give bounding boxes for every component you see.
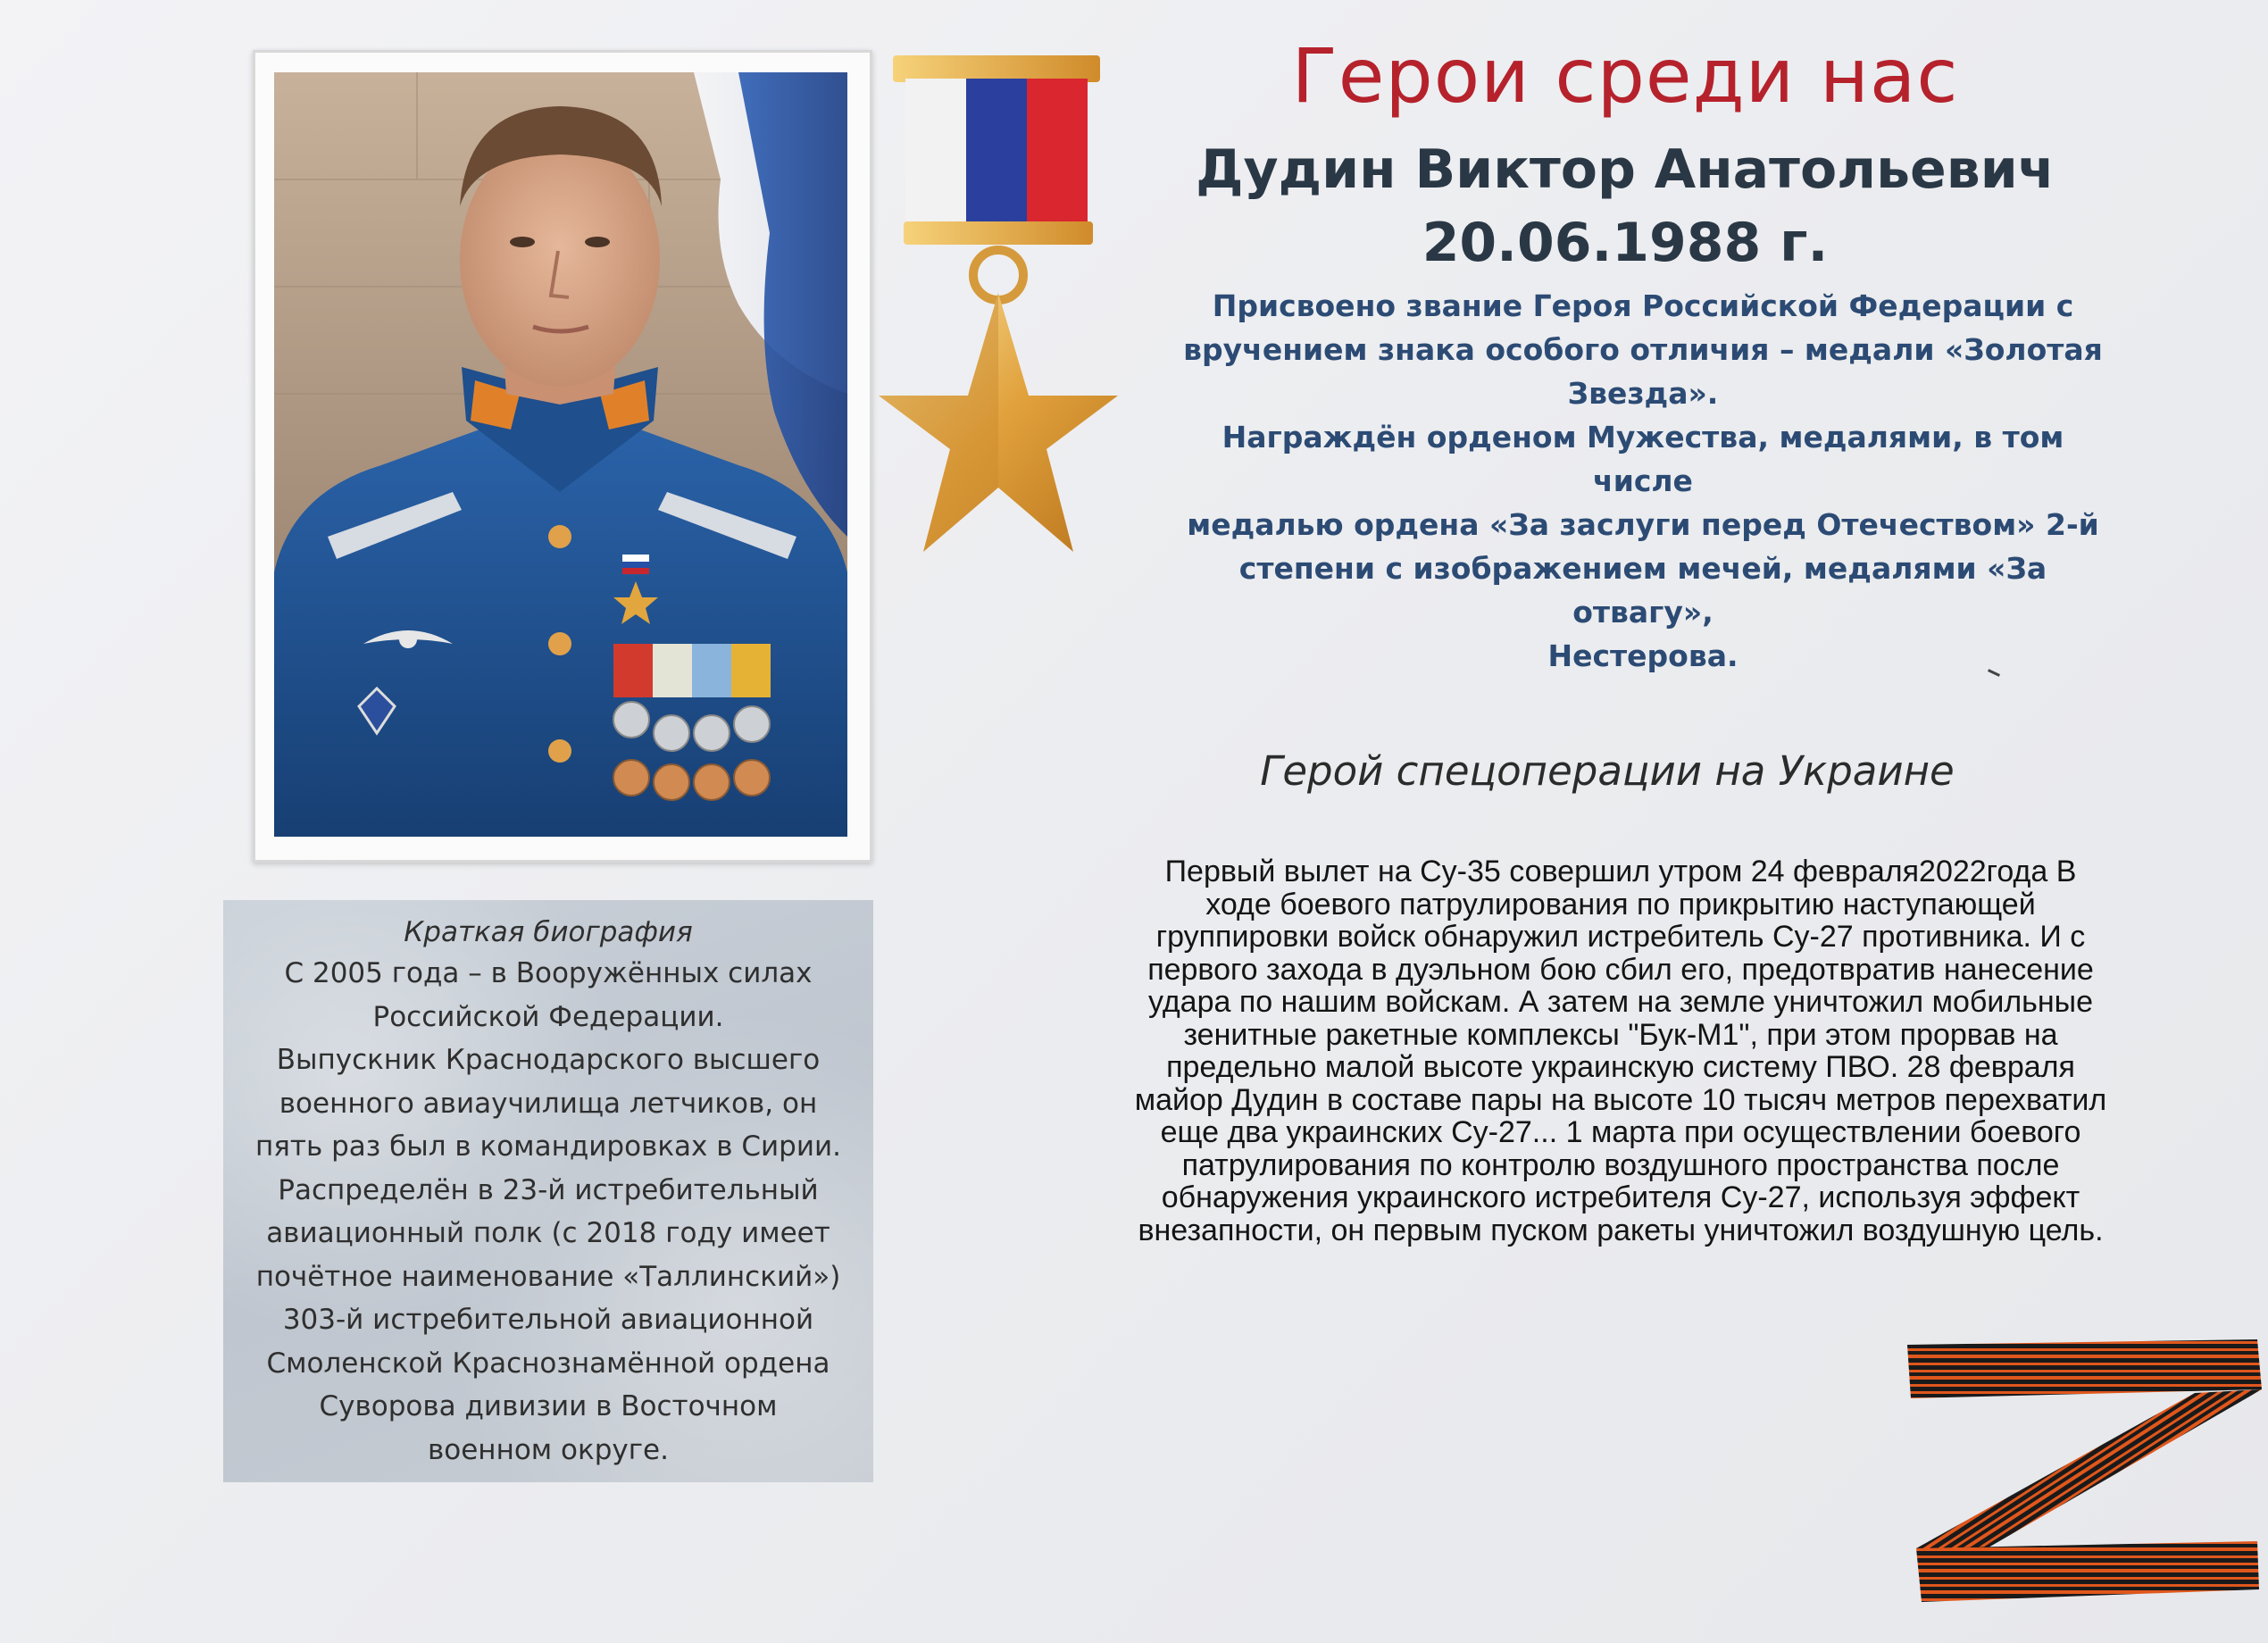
mission-line: Первый вылет на Су-35 совершил утром 24 февраля2022года В — [1164, 855, 2077, 888]
award-line: Присвоено звание Героя Российской Федерации с — [1212, 288, 2074, 323]
page-title: Герои среди нас — [1291, 32, 1959, 120]
mission-line: патрулирования по контролю воздушного пространства после — [1181, 1147, 2060, 1182]
biography-line: Выпускник Краснодарского высшего — [276, 1044, 821, 1076]
award-line: Нестерова. — [1547, 638, 1739, 673]
award-line: медалью ордена «За заслуги перед Отечеством» 2-й — [1187, 507, 2099, 542]
mission-line: первого захода в дуэльном бою сбил его, предотвратив нанесение — [1147, 952, 2094, 987]
biography-line: Суворова дивизии в Восточном — [319, 1390, 778, 1422]
mission-line: майор Дудин в составе пары на высоте 10 тысяч метров перехватил — [1134, 1082, 2107, 1117]
biography-text — [232, 952, 864, 1472]
mission-line: ходе боевого патрулирования по прикрытию наступающей — [1205, 887, 2036, 922]
st-george-ribbon-z-icon — [1900, 1334, 2266, 1620]
award-line: степени с изображением мечей, медалями «За отвагу», — [1238, 551, 2047, 630]
biography-line: пять раз был в командировках в Сирии. — [255, 1130, 841, 1163]
award-line: Звезда». — [1567, 376, 1719, 411]
portrait-illustration — [274, 72, 847, 837]
mission-text — [1054, 855, 2188, 1247]
biography-line: почётное наименование «Таллинский») — [255, 1260, 841, 1293]
biography-box — [223, 900, 873, 1482]
mission-line: обнаружения украинского истребителя Су-27, используя эффект — [1161, 1180, 2080, 1214]
mission-line: группировки войск обнаружил истребитель Су-27 противника. И с — [1155, 920, 2086, 954]
biography-line: Российской Федерации. — [372, 1000, 724, 1033]
biography-line: военном округе. — [428, 1433, 669, 1466]
mission-line: еще два украинских Су-27... 1 марта при осуществлении боевого — [1160, 1115, 2081, 1149]
portrait-photo — [274, 72, 847, 837]
biography-line: авиационный полк (с 2018 году имеет — [266, 1217, 830, 1249]
portrait-frame — [253, 50, 872, 863]
hero-gold-star-medal-icon — [877, 52, 1127, 561]
mission-line: зенитные ракетные комплексы "Бук-М1", при этом прорвав на — [1183, 1017, 2058, 1052]
award-line: вручением знака особого отличия – медали «Золотая — [1183, 332, 2103, 367]
award-text — [1170, 284, 2116, 678]
biography-line: Смоленской Краснознамённой ордена — [266, 1347, 830, 1380]
biography-line: С 2005 года – в Вооружённых силах — [284, 957, 813, 989]
mission-line: удара по нашим войскам. А затем на земле уничтожил мобильные — [1147, 985, 2094, 1019]
birth-date: 20.06.1988 г. — [1422, 212, 1829, 274]
mission-line: внезапности, он первым пуском ракеты уничтожил воздушную цель. — [1138, 1213, 2104, 1247]
hero-name: Дудин Виктор Анатольевич — [1196, 138, 2055, 201]
section-subtitle: Герой спецоперации на Украине — [1260, 747, 1955, 795]
biography-title: Краткая биография — [404, 916, 693, 948]
biography-line: 303-й истребительной авиационной — [282, 1304, 814, 1336]
biography-line: Распределён в 23-й истребительный — [278, 1173, 819, 1206]
mission-line: предельно малой высоте украинскую систему ПВО. 28 февраля — [1166, 1050, 2075, 1084]
award-line: Награждён орденом Мужества, медалями, в том числе — [1222, 420, 2064, 498]
biography-line: военного авиаучилища летчиков, он — [279, 1087, 818, 1120]
